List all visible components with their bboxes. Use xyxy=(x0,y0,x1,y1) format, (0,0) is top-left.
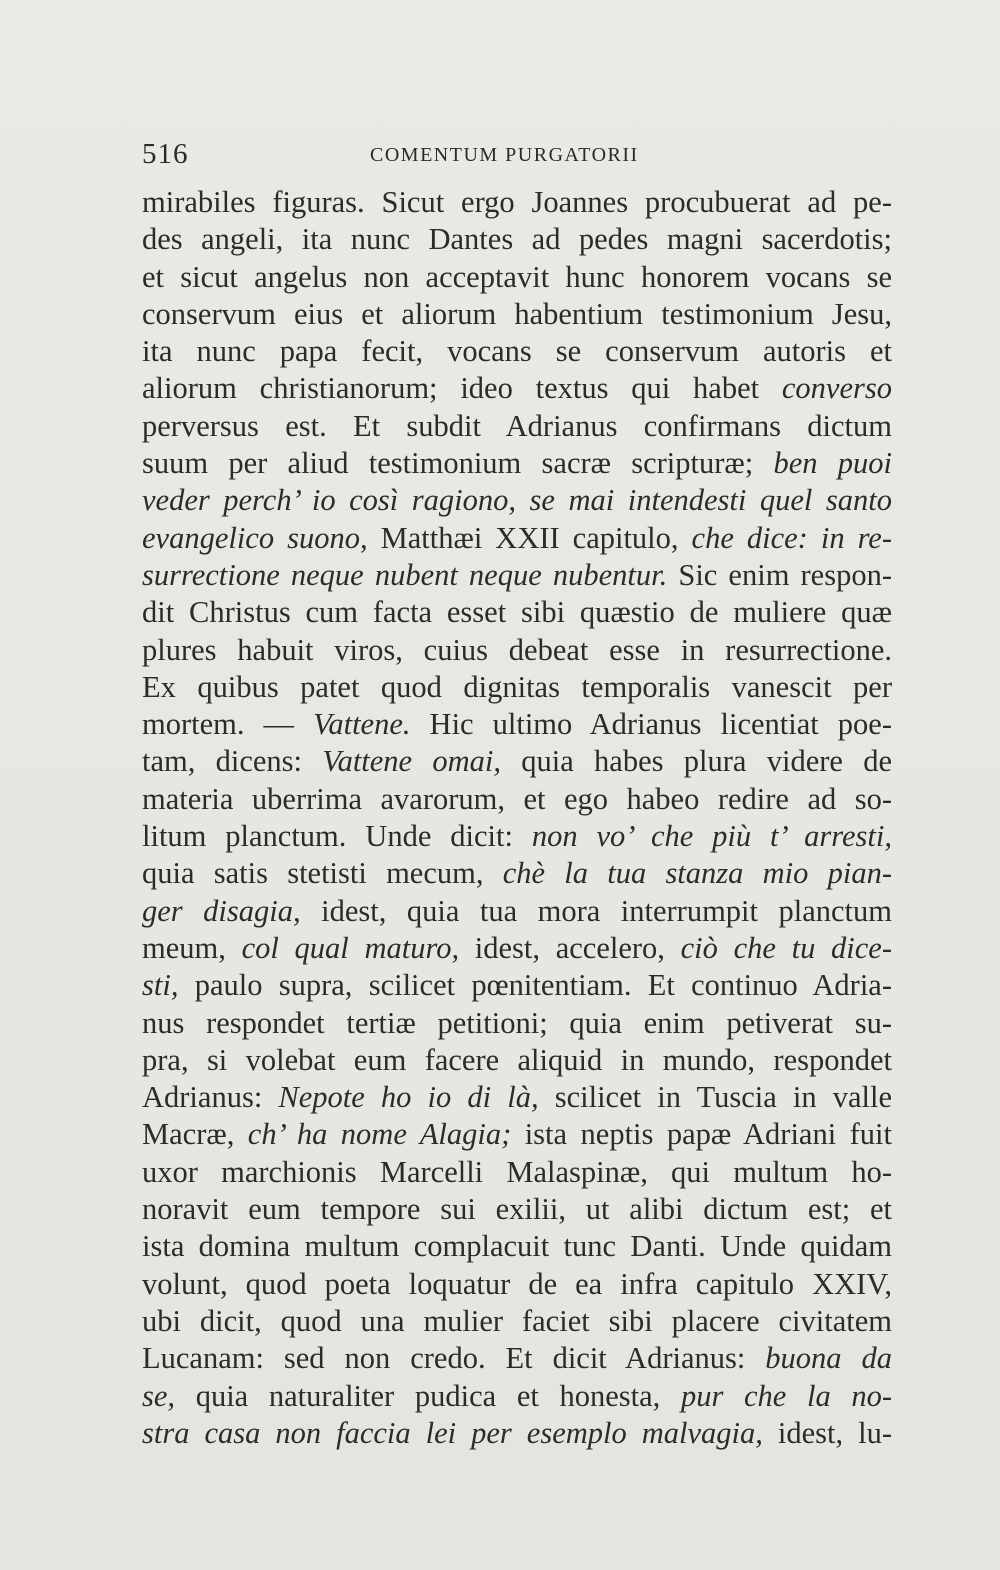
text-line xyxy=(142,1303,892,1340)
text-run: conservum eius et aliorum habentium testimonium Jesu, xyxy=(142,296,892,331)
text-run: ita nunc papa fecit, vocans se conservum autoris et xyxy=(142,334,892,369)
text-run: Adrianus: xyxy=(142,1080,279,1115)
text-run: Macræ, xyxy=(142,1117,248,1152)
text-line xyxy=(142,967,892,1004)
page-number: 516 xyxy=(142,138,189,170)
text-run: perversus est. Et subdit Adrianus confirmans dictum xyxy=(142,408,892,443)
text-line xyxy=(142,1340,892,1377)
italic-quote: Vattene omai, xyxy=(322,744,501,779)
text-line xyxy=(142,706,892,743)
text-line xyxy=(142,1116,892,1153)
italic-quote: non vo’ che più t’ arresti, xyxy=(531,819,893,854)
text-line xyxy=(142,855,892,892)
text-line xyxy=(142,482,892,519)
text-run: ista domina multum complacuit tunc Danti. Unde quidam xyxy=(142,1229,892,1264)
italic-quote: ben puoi xyxy=(773,446,893,481)
text-run: uxor marchionis Marcelli Malaspinæ, qui multum ho- xyxy=(142,1154,892,1189)
text-line xyxy=(142,1079,892,1116)
text-line xyxy=(142,930,892,967)
text-run: pra, si volebat eum facere aliquid in mundo, respondet xyxy=(142,1042,892,1077)
text-run: mortem. — xyxy=(142,707,314,742)
italic-quote: ger disagia, xyxy=(142,893,301,928)
text-run: Matthæi XXII capitulo, xyxy=(367,520,692,555)
italic-quote: buona da xyxy=(765,1341,892,1376)
text-run: materia uberrima avarorum, et ego habeo redire ad so- xyxy=(142,781,892,816)
italic-quote: che dice: in re- xyxy=(691,520,892,555)
text-line xyxy=(142,1378,892,1415)
text-line xyxy=(142,632,892,669)
text-line xyxy=(142,184,892,221)
italic-quote: converso xyxy=(781,371,892,406)
text-line xyxy=(142,1228,892,1265)
text-run: litum planctum. Unde dicit: xyxy=(142,819,532,854)
text-run: Hic ultimo Adrianus licentiat poe- xyxy=(410,707,892,742)
text-line xyxy=(142,1042,892,1079)
text-line xyxy=(142,445,892,482)
text-run: Lucanam: sed non credo. Et dicit Adrianus: xyxy=(142,1341,766,1376)
text-run: tam, dicens: xyxy=(142,744,323,779)
italic-quote: veder perch’ io così ragiono, se mai intendesti quel santo xyxy=(142,483,892,518)
text-run: idest, quia tua mora interrumpit planctum xyxy=(300,893,892,928)
text-line xyxy=(142,370,892,407)
text-line xyxy=(142,1191,892,1228)
text-line xyxy=(142,818,892,855)
italic-quote: Nepote ho io di là, xyxy=(278,1080,539,1115)
text-run: plures habuit viros, cuius debeat esse in resurrectione. xyxy=(142,632,892,667)
italic-quote: stra casa non faccia lei per esemplo malvagia, xyxy=(142,1415,763,1450)
text-run: quia habes plura videre de xyxy=(501,744,892,779)
text-run: idest, lu- xyxy=(762,1415,892,1450)
text-run: et sicut angelus non acceptavit hunc honorem vocans se xyxy=(142,259,892,294)
text-run: quia naturaliter pudica et honesta, xyxy=(175,1378,681,1413)
italic-quote: surrectione neque nubent neque nubentur. xyxy=(142,557,668,592)
text-line xyxy=(142,333,892,370)
text-run: nus respondet tertiæ petitioni; quia enim petiverat su- xyxy=(142,1005,892,1040)
text-line xyxy=(142,557,892,594)
text-run: des angeli, ita nunc Dantes ad pedes magni sacerdotis; xyxy=(142,222,892,257)
italic-quote: ciò che tu dice- xyxy=(680,930,892,965)
text-line xyxy=(142,221,892,258)
text-run: ubi dicit, quod una mulier faciet sibi placere civitatem xyxy=(142,1303,892,1338)
text-line xyxy=(142,520,892,557)
text-run: aliorum christianorum; ideo textus qui habet xyxy=(142,371,782,406)
text-line xyxy=(142,1415,892,1452)
text-run: dit Christus cum facta esset sibi quæstio de muliere quæ xyxy=(142,595,892,630)
text-line xyxy=(142,408,892,445)
italic-quote: chè la tua stanza mio pian- xyxy=(502,856,892,891)
text-run: volunt, quod poeta loquatur de ea infra capitulo XXIV, xyxy=(142,1266,892,1301)
text-run: Ex quibus patet quod dignitas temporalis vanescit per xyxy=(142,669,892,704)
text-run: meum, xyxy=(142,930,242,965)
text-run: noravit eum tempore sui exilii, ut alibi dictum est; et xyxy=(142,1192,892,1227)
running-title: COMENTUM PURGATORII xyxy=(370,144,639,166)
text-line xyxy=(142,781,892,818)
text-run: paulo supra, scilicet pœnitentiam. Et continuo Adria- xyxy=(178,968,892,1003)
italic-quote: sti, xyxy=(142,968,179,1003)
text-line xyxy=(142,1154,892,1191)
text-line xyxy=(142,296,892,333)
body-text xyxy=(142,184,892,1452)
text-run: ista neptis papæ Adriani fuit xyxy=(511,1117,892,1152)
text-line xyxy=(142,669,892,706)
text-line xyxy=(142,893,892,930)
text-line xyxy=(142,1266,892,1303)
text-run: suum per aliud testimonium sacræ scripturæ; xyxy=(142,446,774,481)
text-run: idest, accelero, xyxy=(459,930,681,965)
text-run: scilicet in Tuscia in valle xyxy=(538,1080,892,1115)
italic-quote: pur che la no- xyxy=(680,1378,893,1413)
text-line xyxy=(142,594,892,631)
text-run: quia satis stetisti mecum, xyxy=(142,856,503,891)
text-line xyxy=(142,259,892,296)
italic-quote: Vattene. xyxy=(313,707,411,742)
text-line xyxy=(142,1005,892,1042)
page-header xyxy=(142,138,892,178)
text-line xyxy=(142,743,892,780)
italic-quote: evangelico suono, xyxy=(142,520,368,555)
italic-quote: se, xyxy=(142,1378,176,1413)
italic-quote: col qual maturo, xyxy=(241,930,460,965)
text-run: mirabiles figuras. Sicut ergo Joannes procubuerat ad pe- xyxy=(142,185,892,219)
text-run: Sic enim respon- xyxy=(667,557,892,592)
italic-quote: ch’ ha nome Alagia; xyxy=(247,1117,512,1152)
